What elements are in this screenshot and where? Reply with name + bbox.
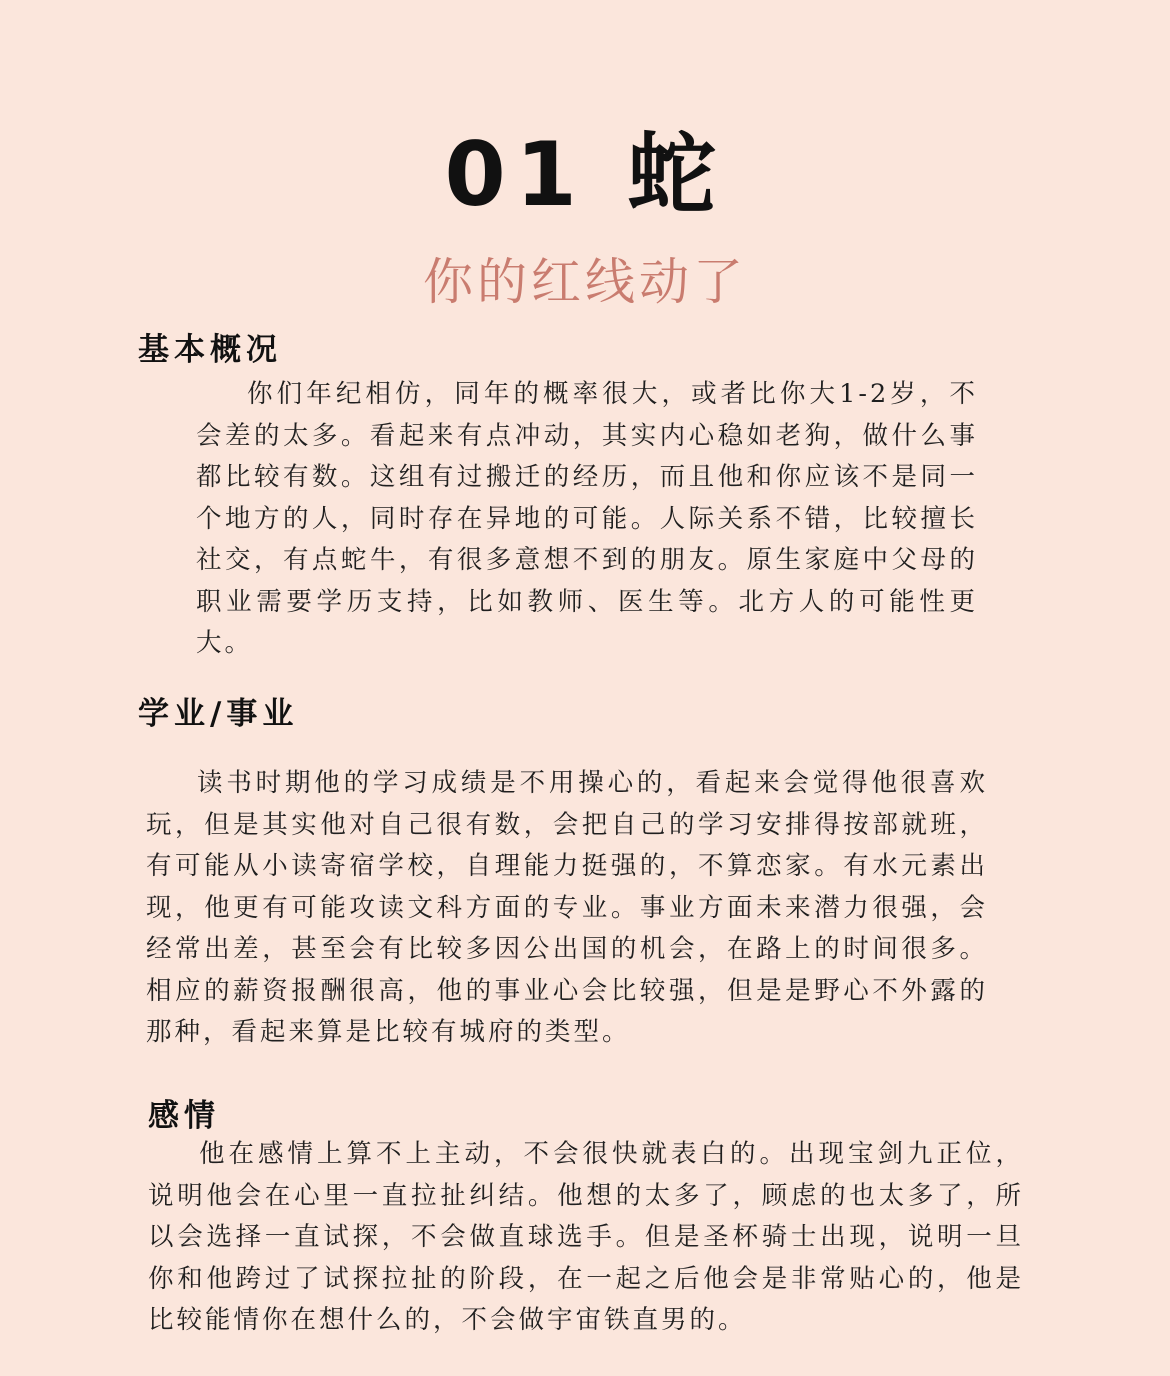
section-body-love: 他在感情上算不上主动，不会很快就表白的。出现宝剑九正位，说明他会在心里一直拉扯纠结。他想的太多了，顾虑的也太多了，所以会选择一直试探，不会做直球选手。但是圣杯骑士出现，说明一旦你和他跨过了试探拉扯的阶段，在一起之后他会是非常贴心的，他是比较能情你在想什么的，不会做宇宙铁直男的。	[148, 1139, 1024, 1335]
section-body-career: 读书时期他的学习成绩是不用操心的，看起来会觉得他很喜欢玩，但是其实他对自己很有数，会把自己的学习安排得按部就班，有可能从小读寄宿学校，自理能力挺强的，不算恋家。有水元素出现，他更有可能攻读文科方面的专业。事业方面未来潜力很强，会经常出差，甚至会有比较多因公出国的机会，在路上的时间很多。相应的薪资报酬很高，他的事业心会比较强，但是是野心不外露的那种，看起来算是比较有城府的类型。	[146, 768, 988, 1047]
page-subtitle: 你的红线动了	[423, 253, 747, 311]
page-title: 01 蛇	[444, 123, 726, 226]
section-heading-love: 感情	[148, 1098, 220, 1134]
section-heading-basic: 基本概况	[138, 332, 282, 368]
section-heading-career: 学业/事业	[138, 696, 299, 732]
section-body-basic: 你们年纪相仿，同年的概率很大，或者比你大1-2岁，不会差的太多。看起来有点冲动，其实内心稳如老狗，做什么事都比较有数。这组有过搬迁的经历，而且他和你应该不是同一个地方的人，同时存在异地的可能。人际关系不错，比较擅长社交，有点蛇牛，有很多意想不到的朋友。原生家庭中父母的职业需要学历支持，比如教师、医生等。北方人的可能性更大。	[196, 379, 978, 658]
